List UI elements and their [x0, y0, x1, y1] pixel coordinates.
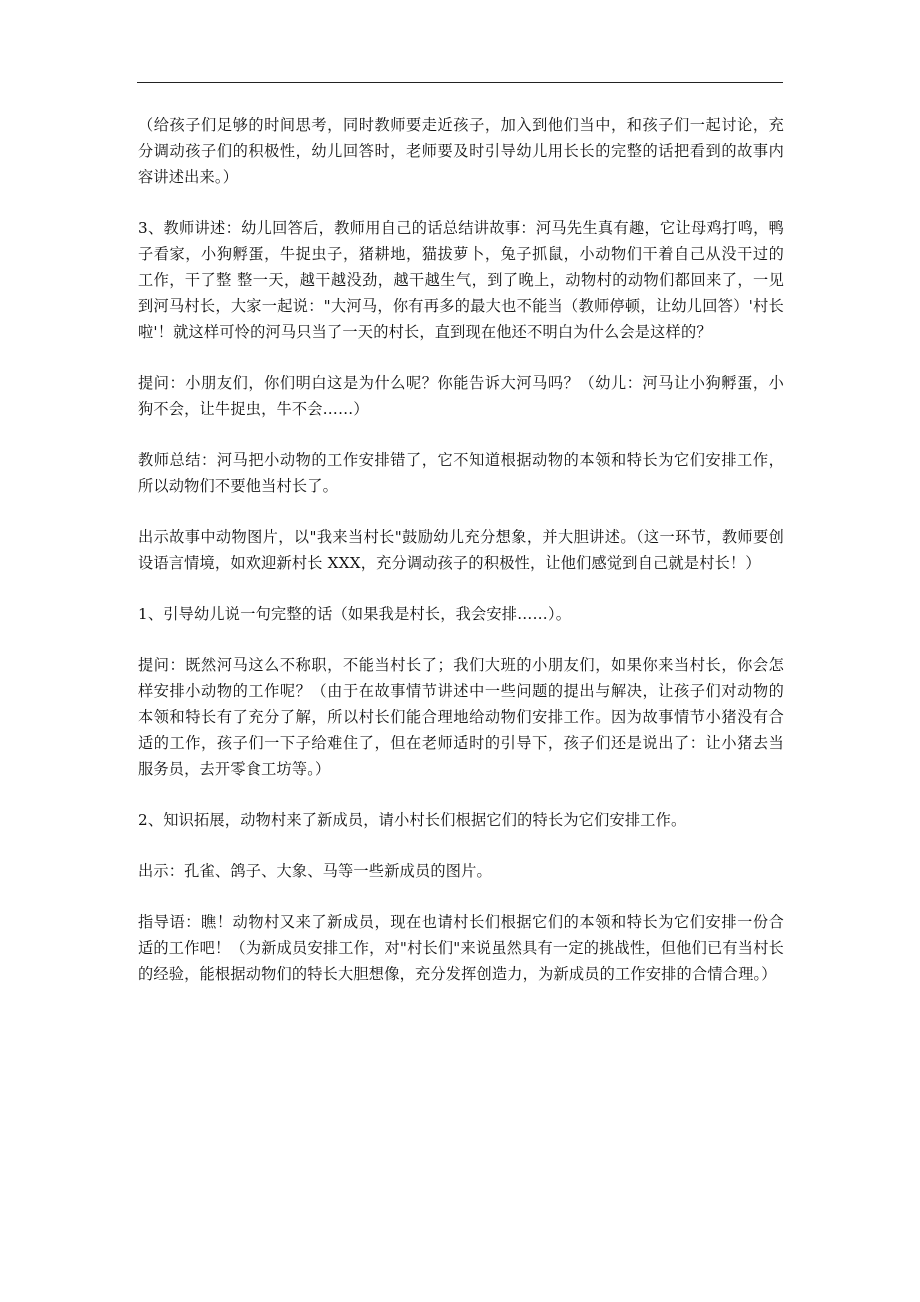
paragraph-guidance: 指导语：瞧！动物村又来了新成员，现在也请村长们根据它们的本领和特长为它们安排一份合适的工作吧！（为新成员安排工作，对"村长们"来说虽然具有一定的挑战性，但他们已有当村长的经验，能根据动物们的特长大胆想像，充分发挥创造力，为新成员的工作安排的合情合理。）	[138, 913, 784, 983]
paragraph-step-1: 1、引导幼儿说一句完整的话（如果我是村长，我会安排……）。	[138, 605, 572, 623]
paragraph-question-why: 提问：小朋友们，你们明白这是为什么呢？你能告诉大河马吗？（幼儿：河马让小狗孵蛋，小狗不会，让牛捉虫，牛不会……）	[138, 374, 784, 418]
header-rule	[137, 82, 783, 83]
paragraph-discussion-note: （给孩子们足够的时间思考，同时教师要走近孩子，加入到他们当中，和孩子们一起讨论，充分调动孩子们的积极性，幼儿回答时，老师要及时引导幼儿用长长的完整的话把看到的故事内容讲述出来。）	[138, 116, 784, 186]
paragraph-show-new-members: 出示：孔雀、鸽子、大象、马等一些新成员的图片。	[138, 862, 492, 880]
paragraph-teacher-narration: 3、教师讲述：幼儿回答后，教师用自己的话总结讲故事：河马先生真有趣，它让母鸡打鸣，鸭子看家，小狗孵蛋，牛捉虫子，猪耕地，猫拔萝卜，兔子抓鼠，小动物们干着自己从没干过的工作，干了整 整一天，越干越没劲，越干越生气，到了晚上，动物村的动物们都回来了，一见到河马村长，大家一起说："大河马，你有再多的最大也不能当（教师停顿，让幼儿回答）'村长啦'！就这样可怜的河马只当了一天的村长，直到现在他还不明白为什么会是这样的？	[138, 219, 784, 341]
paragraph-step-2: 2、知识拓展，动物村来了新成员，请小村长们根据它们的特长为它们安排工作。	[138, 811, 687, 829]
paragraph-show-pictures: 出示故事中动物图片，以"我来当村长"鼓励幼儿充分想象，并大胆讲述。（这一环节，教师要创设语言情境，如欢迎新村长 XXX，充分调动孩子的积极性，让他们感觉到自己就是村长！）	[138, 528, 784, 572]
paragraph-teacher-summary: 教师总结：河马把小动物的工作安排错了，它不知道根据动物的本领和特长为它们安排工作，所以动物们不要他当村长了。	[138, 451, 784, 495]
paragraph-question-arrange: 提问：既然河马这么不称职，不能当村长了；我们大班的小朋友们，如果你来当村长，你会怎样安排小动物的工作呢？（由于在故事情节讲述中一些问题的提出与解决，让孩子们对动物的本领和特长有了充分了解，所以村长们能合理地给动物们安排工作。因为故事情节小猪没有合适的工作，孩子们一下子给难住了，但在老师适时的引导下，孩子们还是说出了：让小猪去当服务员，去开零食工坊等。）	[138, 656, 784, 778]
document-body	[138, 112, 784, 1012]
